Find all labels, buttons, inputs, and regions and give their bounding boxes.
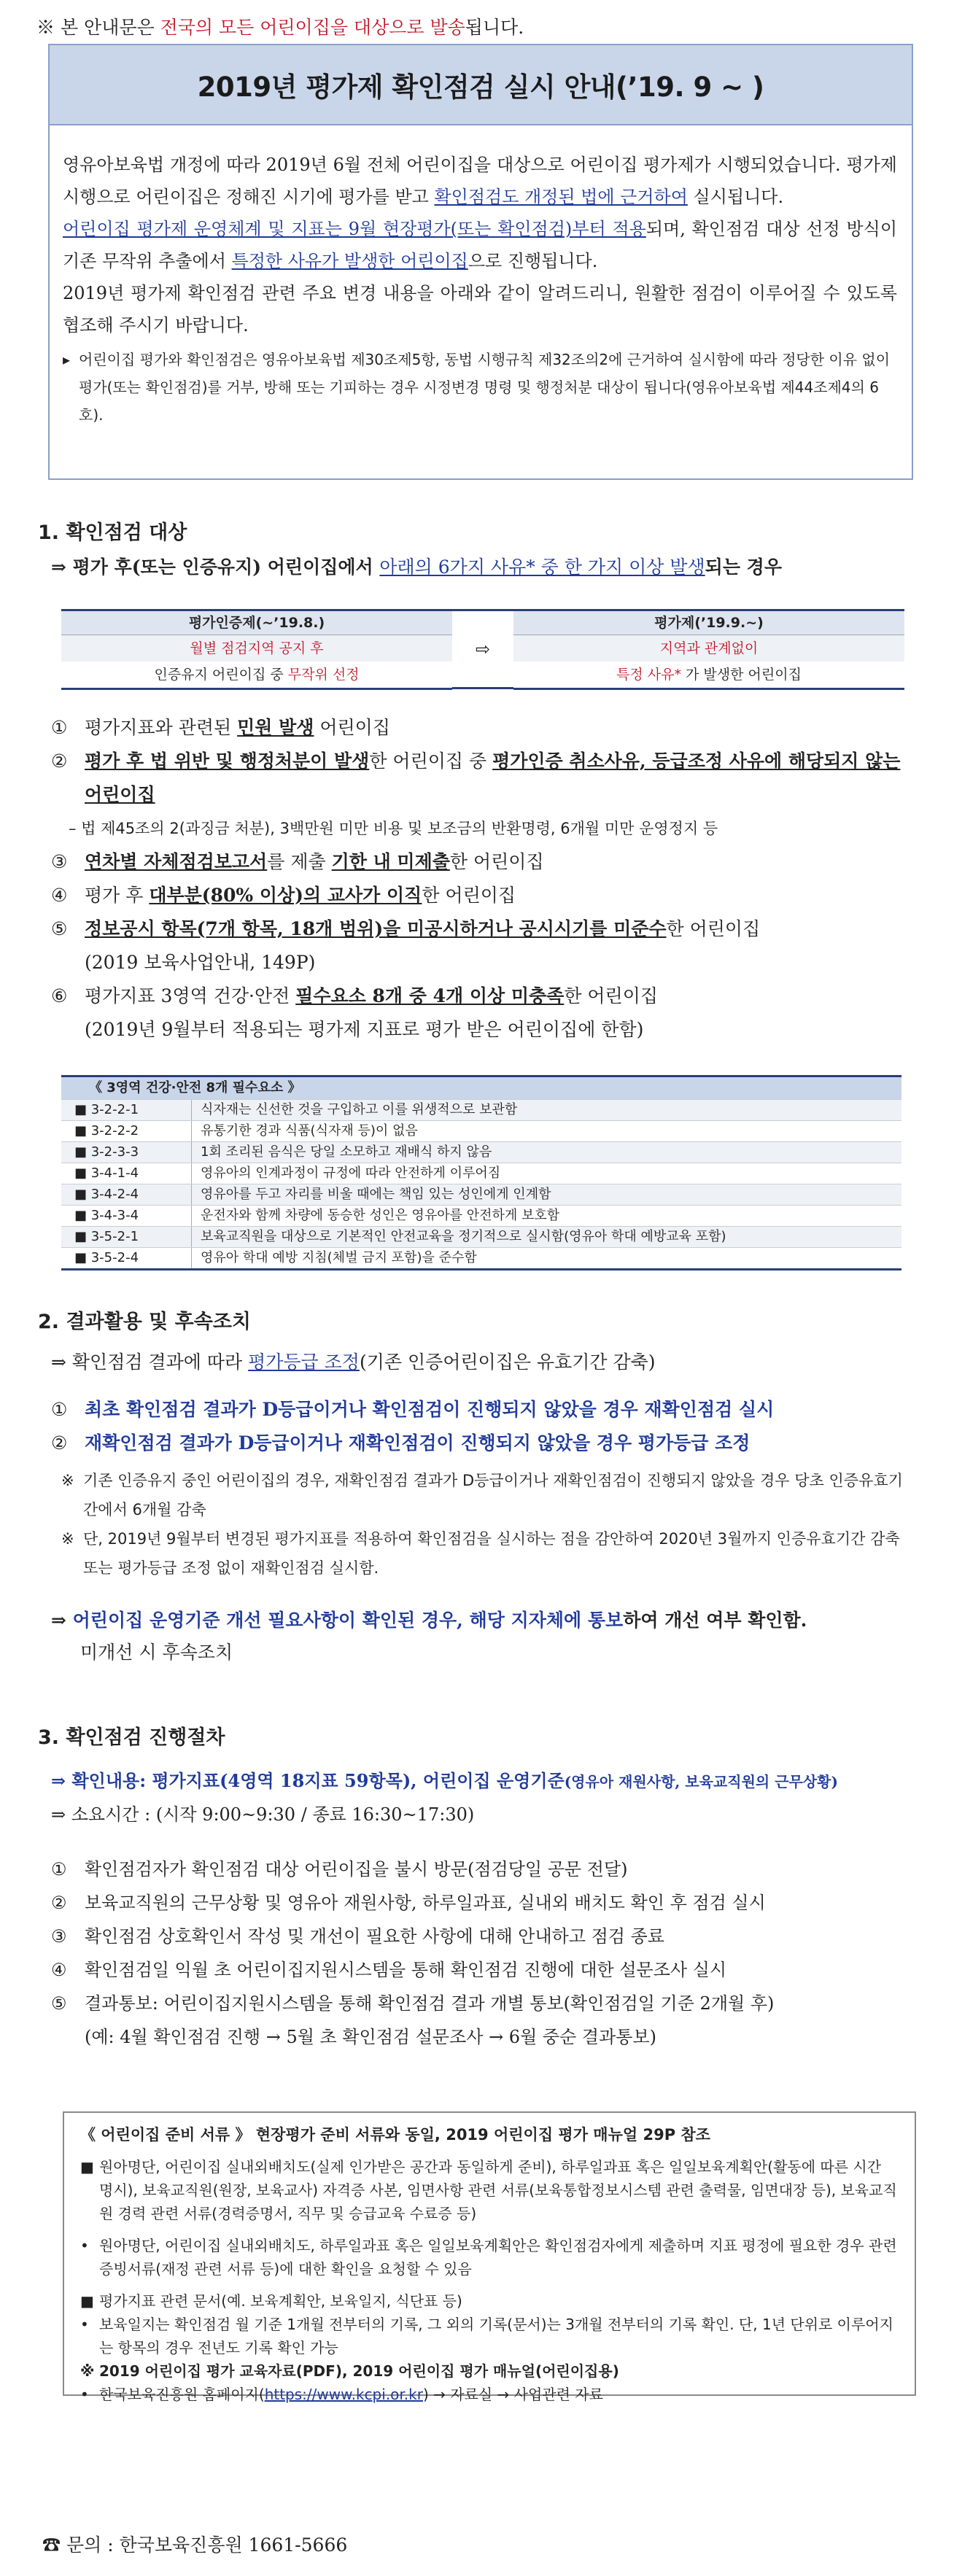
item-text: 한 어린이집 중: [369, 750, 493, 772]
documents-bullet: [80, 2359, 899, 2383]
bullet-text: 보육일지는 확인점검 월 기준 1개월 전부터의 기록, 그 외의 기록(문서)는 3개월 전부터의 기록 확인. 단, 1년 단위로 이루어지는 항목의 경우 전년도 기록 확인 가능: [99, 2316, 893, 2356]
item-text: 평가 후: [85, 885, 150, 906]
table-row: [61, 1226, 901, 1247]
list-item: [51, 745, 912, 812]
element-code: ■ 3-2-2-1: [61, 1100, 192, 1120]
element-description: 1회 조리된 음식은 당일 소모하고 재배식 하지 않음: [201, 1144, 492, 1160]
element-description: 영유아의 인계과정이 규정에 따라 안전하게 이루어짐: [201, 1165, 501, 1181]
item-text: 확인점검 상호확인서 작성 및 개선이 필요한 사항에 대해 안내하고 점검 종료: [85, 1926, 664, 1947]
square-bullet-icon: ■: [80, 2292, 94, 2310]
intro-p2-link-2[interactable]: 특정한 사유가 발생한 어린이집: [231, 251, 468, 271]
section-2-lead-end: (기존 인증어린이집은 유효기간 감축): [359, 1351, 656, 1373]
table-row: [61, 1120, 901, 1141]
list-item: [51, 1920, 912, 1953]
comparison-table: [61, 609, 904, 689]
comparison-left-column: [61, 609, 452, 689]
item-text: 평가지표 3영역 건강·안전: [85, 985, 296, 1006]
element-code: ■ 3-4-3-4: [61, 1206, 192, 1226]
note-mark: ※: [61, 1530, 74, 1548]
comparison-left-row-1: 월별 점검지역 공지 후: [61, 635, 452, 662]
item-text-end: 어린이집: [314, 717, 390, 738]
item-emphasis-2: 기한 내 미제출: [331, 851, 450, 872]
notice-suffix: 됩니다.: [465, 17, 524, 38]
intro-p1-text: 영유아보육법 개정에 따라 2019년 6월 전체 어린이집을 대상으로 어린이집 평가제가 시행되었습니다. 평가제 시행으로 어린이집은 정해진 시기에 평가를 받고: [63, 155, 897, 207]
documents-heading: 《 어린이집 준비 서류 》 현장평가 준비 서류와 동일, 2019 어린이집 평가 매뉴얼 29P 참조: [80, 2126, 710, 2144]
note-text: 단, 2019년 9월부터 변경된 평가지표를 적용하여 확인점검을 실시하는 점을 감안하여 2020년 3월까지 인증유효기간 감축 또는 평가등급 조정 없이 재확인점검 실시함.: [83, 1530, 900, 1577]
list-item: [51, 1953, 912, 1987]
item-number: ④: [51, 885, 68, 906]
result-notes: [61, 1466, 912, 1583]
note-item: [61, 1524, 912, 1583]
element-code: ■ 3-5-2-4: [61, 1248, 192, 1268]
documents-bullet: [80, 2383, 899, 2406]
element-code: ■ 3-2-3-3: [61, 1142, 192, 1163]
comparison-arrow-icon: ⇨: [452, 609, 513, 689]
bullet-text: 평가지표 관련 문서(예. 보육계획안, 보육일지, 식단표 등): [99, 2292, 462, 2310]
comparison-right-row-2-text: 가 발생한 어린이집: [681, 667, 802, 683]
list-item: [51, 879, 912, 912]
note-mark: ※: [61, 1472, 74, 1489]
section-3-heading: 3. 확인점검 진행절차: [38, 1726, 225, 1749]
table-row: [61, 1141, 901, 1163]
procedure-steps-list: [51, 1853, 912, 2054]
essential-table-body: [61, 1099, 901, 1268]
documents-bullet: [80, 2313, 899, 2359]
item-number: ③: [51, 1926, 67, 1947]
comparison-right-column: [513, 609, 904, 689]
notice-prefix: ※ 본 안내문은: [36, 17, 160, 38]
intro-paragraph-3: 2019년 평가제 확인점검 관련 주요 변경 내용을 아래와 같이 알려드리니, 원활한 점검이 이루어질 수 있도록 협조해 주시기 바랍니다.: [63, 283, 897, 335]
comparison-left-row-2-text: 인증유지 어린이집 중: [154, 667, 288, 683]
intro-p1-end: 실시됩니다.: [687, 187, 784, 207]
item-number: ③: [51, 851, 68, 872]
element-description: 식자재는 신선한 것을 구입하고 이를 위생적으로 보관함: [201, 1102, 518, 1117]
intro-note-text: 어린이집 평가와 확인점검은 영유아보육법 제30조제5항, 동법 시행규칙 제32조의2에 근거하여 실시함에 따라 정당한 이유 없이 평가(또는 확인점검)를 거부, 방해 또는 기피하는 경우 시정변경 명령 및 행정처분 대상이 됩니다(영유아보육법 제44조제4의 6호).: [79, 351, 891, 424]
item-emphasis: 평가 후 법 위반 및 행정처분이 발생: [85, 750, 370, 772]
intro-paragraph-2: [63, 213, 897, 277]
item-emphasis-2: 평가인증 취소사유, 등급조정 사유에 해당되지 않는 어린이집: [85, 750, 901, 805]
list-item: [51, 1886, 912, 1920]
item-emphasis: 연차별 자체점검보고서: [85, 851, 268, 872]
list-item: [51, 1393, 912, 1427]
intro-p1-link[interactable]: 확인점검도 개정된 법에 근거하여: [434, 187, 688, 207]
comparison-right-head: 평가제(’19.9.~): [513, 609, 904, 635]
essential-elements-table: [61, 1075, 901, 1270]
item-number: ⑤: [51, 1993, 67, 2014]
item-number: ⑥: [51, 985, 68, 1006]
section-2-lead: [51, 1348, 656, 1374]
element-description: 영유아를 두고 자리를 비울 때에는 책임 있는 성인에게 인계함: [201, 1187, 551, 1202]
list-item: [51, 711, 912, 745]
section-2-lead-2: [51, 1605, 912, 1669]
note-mark: ※: [80, 2362, 95, 2380]
element-description: 운전자와 함께 차량에 동승한 성인은 영유아를 안전하게 보호함: [201, 1208, 560, 1223]
item-text: 결과통보: 어린이집지원시스템을 통해 확인점검 결과 개별 통보(확인점검일 기준 2개월 후): [85, 1993, 775, 2014]
dot-bullet-icon: •: [80, 2237, 89, 2254]
item-emphasis: 민원 발생: [237, 717, 314, 738]
item-emphasis: 필수요소 8개 중 4개 이상 미충족: [295, 985, 565, 1006]
intro-legal-note: [63, 346, 897, 429]
result-steps-list: [51, 1393, 912, 1460]
item-number: ①: [51, 1399, 68, 1420]
check-contents-detail: (영유아 재원사항, 보육교직원의 근무상황): [564, 1773, 838, 1791]
list-item: [51, 1427, 912, 1460]
item-text: 최초 확인점검 결과가 D등급이거나 확인점검이 진행되지 않았을 경우 재확인점검 실시: [85, 1399, 775, 1420]
square-bullet-icon: ■: [80, 2158, 94, 2176]
notice-highlight: 전국의 모든 어린이집을 대상으로 발송: [160, 17, 465, 38]
contact-info: ☎ 문의 : 한국보육진흥원 1661-5666: [42, 2534, 348, 2556]
section-1-heading: 1. 확인점검 대상: [38, 521, 187, 544]
table-row: [61, 1205, 901, 1226]
item-text: 재확인점검 결과가 D등급이거나 재확인점검이 진행되지 않았을 경우 평가등급 조정: [85, 1432, 751, 1454]
item-number: ②: [51, 1432, 68, 1454]
section-2-lead-link[interactable]: 평가등급 조정: [248, 1351, 360, 1373]
item-subnote: (예: 4월 확인점검 진행 → 5월 초 확인점검 설문조사 → 6월 중순 결과통보): [85, 2027, 656, 2047]
item-text-end: 한 어린이집: [422, 885, 516, 906]
element-code: ■ 3-5-2-1: [61, 1227, 192, 1247]
essential-table-header: 《 3영역 건강·안전 8개 필수요소 》: [61, 1077, 901, 1099]
section-2-lead-2-highlight: 어린이집 운영기준 개선 필요사항이 확인된 경우, 해당 지자체에 통보: [72, 1610, 624, 1631]
item-text: 확인점검일 익월 초 어린이집지원시스템을 통해 확인점검 진행에 대한 설문조사 실시: [85, 1960, 727, 1980]
element-code: ■ 3-2-2-2: [61, 1121, 192, 1141]
comparison-right-row-1: 지역과 관계없이: [513, 635, 904, 662]
item-emphasis: 정보공시 항목(7개 항목, 18개 범위)을 미공시하거나 공시시기를 미준수: [85, 918, 667, 939]
item-text-end: 한 어린이집: [449, 851, 544, 872]
item-number: ④: [51, 1960, 67, 1980]
comparison-right-row-2-highlight: 특정 사유*: [616, 667, 681, 683]
item-text: 확인점검자가 확인점검 대상 어린이집을 불시 방문(점검당일 공문 전달): [85, 1859, 628, 1879]
item-subnote: (2019년 9월부터 적용되는 평가제 지표로 평가 받은 어린이집에 한함): [85, 1019, 644, 1040]
section-1-lead-link[interactable]: 아래의 6가지 사유* 중 한 가지 이상 발생: [379, 556, 705, 578]
title-banner: [48, 44, 913, 124]
bullet-text: 원아명단, 어린이집 실내외배치도, 하루일과표 혹은 일일보육계획안은 확인점검자에게 제출하며 지표 평정에 필요한 경우 관련 증빙서류(재정 관련 서류 등)에 대한 확인을 요청할 수 있음: [99, 2237, 897, 2278]
triangle-bullet-icon: ▸: [63, 351, 71, 368]
section-2-lead-text: ⇒ 확인점검 결과에 따라: [51, 1351, 249, 1373]
list-item: [51, 912, 912, 979]
list-item: [51, 1853, 912, 1886]
section-1-lead-end: 되는 경우: [705, 556, 782, 578]
bullet-text: 원아명단, 어린이집 실내외배치도(실제 인가받은 공간과 동일하게 준비), 하루일과표 혹은 일일보육계획안(활동에 따른 시간 명시), 보육교직원(원장, 보육교사) 자격증 사본, 임면사항 관련 서류(보육통합정보시스템 관련 출력물, 임면대장 등), 보육교직원 경력 관련 서류(경력증명서, 직무 및 승급교육 수료증 등): [99, 2158, 897, 2222]
list-item: [51, 1987, 912, 2054]
dot-bullet-icon: •: [80, 2386, 89, 2403]
note-text: 기존 인증유지 중인 어린이집의 경우, 재확인점검 결과가 D등급이거나 재확인점검이 진행되지 않았을 경우 당초 인증유효기간에서 6개월 감축: [83, 1472, 903, 1518]
bullet-text: 한국보육진흥원 홈페이지(: [99, 2386, 265, 2403]
comparison-left-row-2-highlight: 무작위 선정: [287, 667, 360, 683]
intro-p2-end: 으로 진행됩니다.: [468, 251, 598, 271]
item-number: ⑤: [51, 918, 68, 939]
comparison-left-row-2: [61, 662, 452, 690]
dot-bullet-icon: •: [80, 2316, 89, 2333]
element-code: ■ 3-4-1-4: [61, 1163, 192, 1184]
item-number: ②: [51, 750, 68, 772]
intro-paragraph-1: [63, 149, 897, 213]
note-item: [61, 1466, 912, 1524]
table-row: [61, 1247, 901, 1268]
page-title: 2019년 평가제 확인점검 실시 안내(’19. 9 ~ ): [197, 71, 764, 103]
check-reasons-list: [51, 711, 912, 1047]
bullet-text-end: ) → 자료실 → 사업관련 자료: [422, 2386, 603, 2403]
section-2-lead-2-arrow: ⇒: [51, 1610, 73, 1631]
section-2-lead-2-followup: 미개선 시 후속조치: [80, 1642, 233, 1663]
item-number: ②: [51, 1893, 67, 1913]
item-subnote: (2019 보육사업안내, 149P): [85, 952, 316, 973]
element-description: 유통기한 경과 식품(식자재 등)이 없음: [201, 1123, 418, 1138]
list-item: [51, 845, 912, 879]
section-3-check-contents: [51, 1766, 838, 1792]
item-text: 보육교직원의 근무상황 및 영유아 재원사항, 하루일과표, 실내외 배치도 확인 후 점검 실시: [85, 1893, 766, 1913]
required-documents-box: [63, 2111, 916, 2403]
intro-p2-text: 되며, 확인점검 대상 선정 방식이 기존 무작위 추출에서: [63, 219, 897, 271]
list-subitem: [51, 812, 912, 845]
intro-p2-link-1[interactable]: 어린이집 평가제 운영체계 및 지표는 9월 현장평가(또는 확인점검)부터 적용: [63, 219, 646, 239]
kcpi-homepage-link[interactable]: https://www.kcpi.or.kr: [264, 2386, 423, 2403]
subitem-text: – 법 제45조의 2(과징금 처분), 3백만원 미만 비용 및 보조금의 반환명령, 6개월 미만 운영정지 등: [69, 820, 718, 837]
check-contents-text: ⇒ 확인내용: 평가지표(4영역 18지표 59항목), 어린이집 운영기준: [51, 1770, 565, 1791]
table-row: [61, 1184, 901, 1205]
comparison-right-row-2: [513, 662, 904, 690]
item-text: 평가지표와 관련된: [85, 717, 238, 738]
item-text-end: 한 어린이집: [564, 985, 659, 1006]
item-text: 를 제출: [267, 851, 332, 872]
item-text-end: 한 어린이집: [666, 918, 761, 939]
section-2-lead-2-text: 하여 개선 여부 확인함.: [623, 1610, 807, 1631]
section-1-lead-text: ⇒ 평가 후(또는 인증유지) 어린이집에서: [51, 556, 380, 578]
section-3-duration: ⇒ 소요시간 : (시작 9:00~9:30 / 종료 16:30~17:30): [51, 1804, 475, 1825]
item-number: ①: [51, 1859, 67, 1879]
top-notice: [36, 13, 524, 39]
documents-bullet: [80, 2289, 899, 2313]
documents-bullet: [80, 2234, 899, 2281]
documents-bullet: [80, 2155, 899, 2225]
comparison-left-head: 평가인증제(~’19.8.): [61, 609, 452, 635]
item-number: ①: [51, 717, 68, 738]
list-item: [51, 979, 912, 1047]
intro-box: [48, 124, 913, 480]
section-2-heading: 2. 결과활용 및 후속조치: [38, 1311, 251, 1333]
element-description: 영유아 학대 예방 지침(체벌 금지 포함)을 준수함: [201, 1250, 477, 1265]
element-description: 보육교직원을 대상으로 기본적인 안전교육을 정기적으로 실시함(영유아 학대 예방교육 포함): [201, 1229, 726, 1244]
table-row: [61, 1099, 901, 1120]
bullet-text: 2019 어린이집 평가 교육자료(PDF), 2019 어린이집 평가 매뉴얼(어린이집용): [99, 2362, 619, 2380]
item-emphasis: 대부분(80% 이상)의 교사가 이직: [149, 885, 422, 906]
section-1-lead: [51, 553, 782, 579]
table-row: [61, 1163, 901, 1184]
element-code: ■ 3-4-2-4: [61, 1184, 192, 1205]
